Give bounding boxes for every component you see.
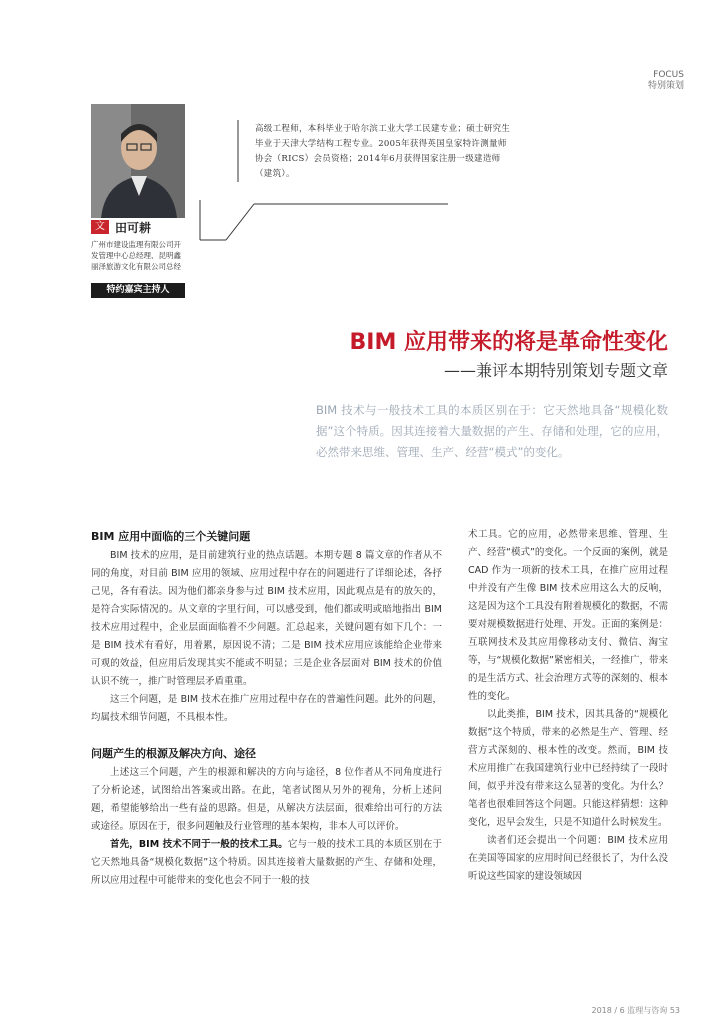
author-bio: 高级工程师，本科毕业于哈尔滨工业大学工民建专业；硕士研究生毕业于天津大学结构工程专业。2005年获得英国皇家特许测量师协会（RICS）会员资格；2014年6月获得国家注册一级建造师（建筑）。 [255,124,511,179]
article-intro: BIM 技术与一般技术工具的本质区别在于：它天然地具备“规模化数据”这个特质。因其连接着大量数据的产生、存储和处理，它的应用，必然带来思维、管理、生产、经营“模式”的变化。 [316,403,668,459]
page-footer: 2018 / 6 监理与咨询 53 [591,1006,680,1015]
article-subtitle: ——兼评本期特别策划专题文章 [443,361,668,380]
section-label-en: FOCUS [653,70,684,80]
section-heading: 问题产生的根源及解决方向、途径 [91,747,256,760]
lead-sentence: 首先，BIM 技术不同于一般的技术工具。 [110,839,288,850]
paragraph: 以此类推，BIM 技术，因其具备的“规模化数据”这个特质，带来的必然是生产、管理、经营方式深刻的、根本性的改变。然而，BIM 技术应用推广在我国建筑行业中已经持续了一段时间，似乎并没有带来这么显著的变化。为什么？笔者也很难回答这个问题。只能这样猜想：这种变化，迟早会发生，只是不知道什么时候发生。 [468,709,668,828]
paragraph: 读者们还会提出一个问题：BIM 技术应用在美国等国家的应用时间已经很长了，为什么没听说这些国家的建设领域因 [468,835,668,882]
paragraph [91,836,442,890]
author-photo [91,104,185,218]
paragraph: 上述这三个问题，产生的根源和解决的方向与途径，8 位作者从不同角度进行了分析论述，试图给出答案或出路。在此，笔者试图从另外的视角，分析上述问题，希望能够给出一些有益的思路。但是，从解决方法层面，很难给出可行的方法或途径。原因在于，很多问题触及行业管理的基本架构，非本人可以评价。 [91,767,442,832]
author-byline [91,218,185,236]
paragraph: 术工具。它的应用，必然带来思维、管理、生产、经营“模式”的变化。一个反面的案例，就是 CAD 作为一项新的技术工具，在推广应用过程中并没有产生像 BIM 技术应用这么大的反响，这是因为这个工具没有附着规模化的数据，不需要对规模数据进行处理、开发。正面的案例是：互联网技术及其应用像移动支付、微信、淘宝等，与“规模化数据”紧密相关，一经推广，带来的是生活方式、社会治理方式等的深刻的、根本性的变化。 [468,529,668,702]
author-name: 田可耕 [115,220,152,235]
guest-host-tag: 特约嘉宾主持人 [91,283,185,298]
section-heading: BIM 应用中面临的三个关键问题 [91,530,251,543]
portrait-image [91,104,185,218]
paragraph: BIM 技术的应用，是目前建筑行业的热点话题。本期专题 8 篇文章的作者从不同的角度，对目前 BIM 应用的领域、应用过程中存在的问题进行了详细论述，各抒己见，各有看法。因为他们都亲身参与过 BIM 技术应用，因此观点是有的放矢的，是符合实际情况的。从文章的字里行间，可以感受到，他们都或明或暗地指出 BIM 技术应用过程中，企业层面面临着不少问题。汇总起来，关键问题有如下几个：一是 BIM 技术有看好，用着累，原因说不清；二是 BIM 技术应用应该能给企业带来可观的效益，但应用后发现其实不能或不明显；三是企业各层面对 BIM 技术的价值认识不统一，推广时管理层矛盾重重。 [91,550,442,687]
right-column [468,526,668,886]
byline-label: 文 [91,220,109,234]
paragraph: 这三个问题，是 BIM 技术在推广应用过程中存在的普遍性问题。此外的问题，均属技术细节问题，不具根本性。 [91,694,442,723]
section-header [648,70,684,92]
section-label-cn: 特别策划 [647,81,684,91]
author-affiliation: 广州市建设监理有限公司开发管理中心总经理、昆明鑫丽泽旅游文化有限公司总经 [91,240,181,271]
paragraph-text: 它与一般的技术工具的本质区别在于它天然地具备“规模化数据”这个特质。因其连接着大量数据的产生、存储和处理，所以应用过程中可能带来的变化也会不同于一般的技 [91,839,442,886]
article-title: BIM 应用带来的将是革命性变化 [349,330,668,355]
left-column [91,528,442,890]
